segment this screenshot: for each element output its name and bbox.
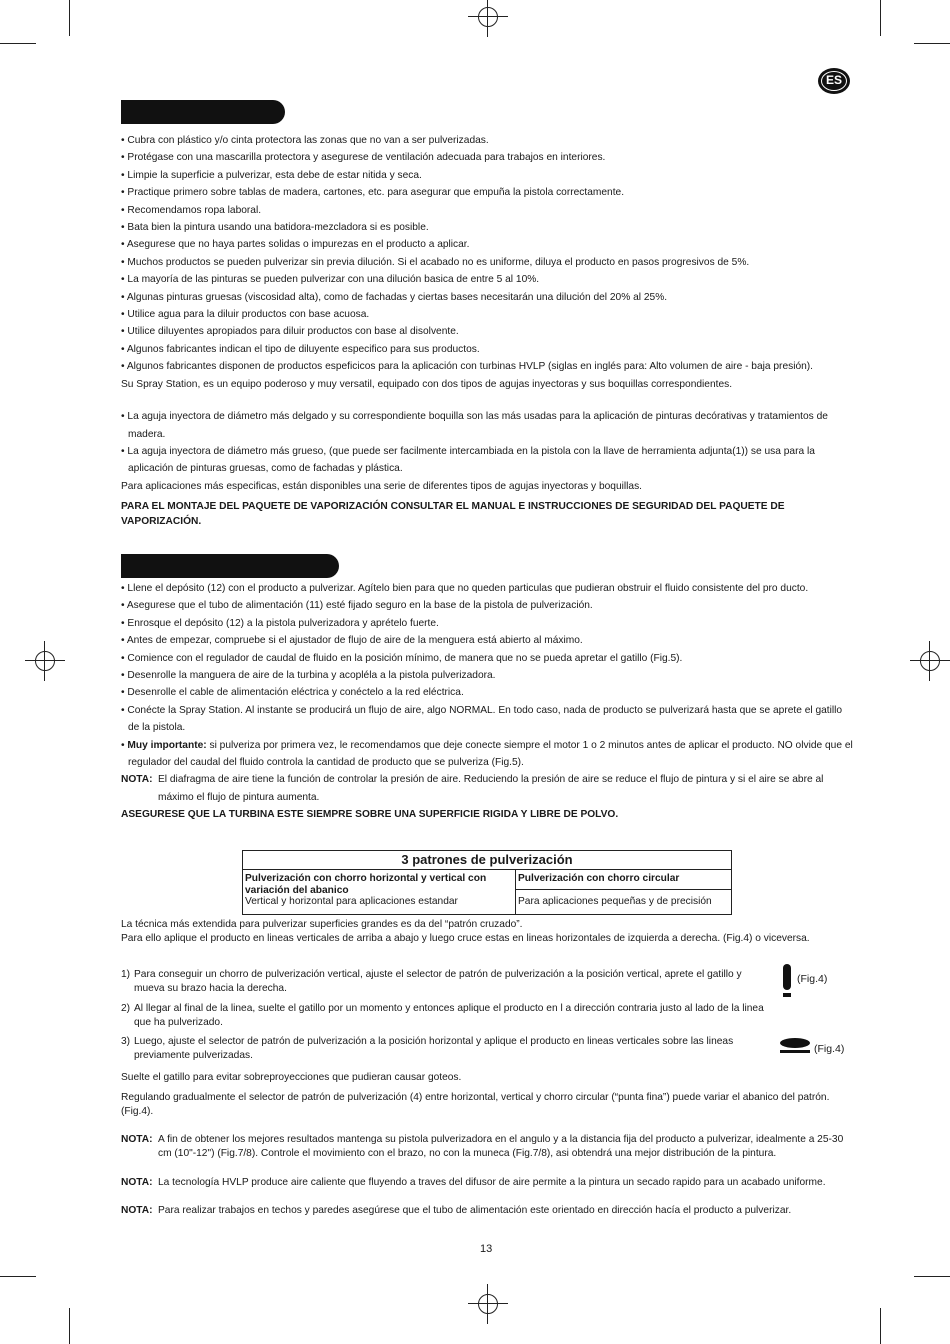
section-header-bar-2 bbox=[121, 554, 339, 578]
list-item: • Conécte la Spray Station. Al instante se producirá un flujo de aire, algo NORMAL. En todo caso, nada de producto se pulverizará hasta que se aprete el gatillo de la pistola. bbox=[121, 702, 856, 737]
list-item: • Algunas pinturas gruesas (viscosidad alta), como de fachadas y ciertas bases necesitarán una dilución del 20% al 25%. bbox=[121, 289, 856, 306]
table-col2-body: Para aplicaciones pequeñas y de precisión bbox=[518, 896, 712, 907]
step-2 bbox=[121, 1002, 781, 1030]
vertical-pattern-icon bbox=[781, 964, 793, 1000]
important-label: Muy importante: bbox=[127, 739, 207, 751]
registration-mark-left bbox=[25, 641, 65, 681]
assembly-note: PARA EL MONTAJE DEL PAQUETE DE VAPORIZACIÓN CONSULTAR EL MANUAL E INSTRUCCIONES DE SEGURIDAD DEL PAQUETE DE VAPORIZACIÓN. bbox=[121, 501, 785, 528]
table-col1-head: Pulverización con chorro horizontal y vertical con variación del abanico bbox=[245, 873, 487, 896]
page-number: 13 bbox=[480, 1243, 493, 1255]
list-item: • Desenrolle el cable de alimentación eléctrica y conéctelo a la red eléctrica. bbox=[121, 684, 856, 701]
registration-mark-top bbox=[468, 0, 508, 37]
section-1-text bbox=[121, 132, 856, 529]
table-col1-body: Vertical y horizontal para aplicaciones estandar bbox=[245, 896, 458, 907]
nota-text: La tecnología HVLP produce aire caliente que fluyendo a traves del difusor de aire permite a la pintura un secado rapido para un acabado uniforme. bbox=[158, 1177, 826, 1188]
paragraph: La técnica más extendida para pulverizar superficies grandes es da del “patrón cruzado”. bbox=[121, 919, 523, 930]
list-item: • Asegurese que no haya partes solidas o impurezas en el producto a aplicar. bbox=[121, 236, 856, 253]
nota-text: El diafragma de aire tiene la función de controlar la presión de aire. Reduciendo la presión de aire se reduce el flujo de pintura y si el aire se abre al máximo el flujo de pintura aumenta. bbox=[158, 774, 824, 803]
paragraph: Suelte el gatillo para evitar sobreproyecciones que pudieran causar goteos. bbox=[121, 1072, 462, 1083]
nota-3 bbox=[121, 1204, 856, 1218]
list-item: • Llene el depósito (12) con el producto a pulverizar. Agítelo bien para que no queden particulas que pudieran obstruir el fluido consistente del pro ducto. bbox=[121, 580, 856, 597]
list-item: • Enrosque el depósito (12) a la pistola pulverizadora y aprételo fuerte. bbox=[121, 615, 856, 632]
list-item: • Recomendamos ropa laboral. bbox=[121, 202, 856, 219]
list-item: • La aguja inyectora de diámetro más grueso, (que puede ser facilmente intercambiada en la pistola con la llave de herramienta adjunta(1)) se usa para la aplicación de pinturas gruesas, como de fachadas y plástica. bbox=[121, 443, 856, 478]
registration-mark-right bbox=[910, 641, 950, 681]
step-3 bbox=[121, 1035, 771, 1063]
horizontal-pattern-icon bbox=[780, 1038, 810, 1053]
paragraph: Para aplicaciones más especificas, están disponibles una serie de diferentes tipos de agujas inyectoras y boquillas. bbox=[121, 480, 642, 492]
list-item: • La aguja inyectora de diámetro más delgado y su correspondiente boquilla son las más usadas para la aplicación de pinturas decórativas y tratamientos de madera. bbox=[121, 408, 856, 443]
language-badge: ES bbox=[818, 68, 850, 94]
nota-text: A fin de obtener los mejores resultados mantenga su pistola pulverizadora en el angulo y a la distancia fija del producto a pulverizar, idealmente a 25-30 cm (10"-12") (Fig.7/8). Controle el movimiento con el brazo, no con la muneca (Fig.7/8), asi obtendrá una mejor distribución de la pintura. bbox=[158, 1134, 844, 1159]
step-text: Para conseguir un chorro de pulverización vertical, ajuste el selector de patrón de pulverización a la posición vertical, aprete el gatillo y mueva su brazo hacia la derecha. bbox=[134, 969, 742, 994]
list-item: • Desenrolle la manguera de aire de la turbina y acopléla a la pistola pulverizadora. bbox=[121, 667, 856, 684]
nota-1 bbox=[121, 1133, 856, 1161]
nota-text: Para realizar trabajos en techos y paredes asegúrese que el tubo de alimentación este orientado en dirección hacía el producto a pulverizar. bbox=[158, 1205, 792, 1216]
step-number: 3) bbox=[121, 1036, 131, 1047]
list-item: • Cubra con plástico y/o cinta protectora las zonas que no van a ser pulverizadas. bbox=[121, 132, 856, 149]
list-item: • Antes de empezar, compruebe si el ajustador de flujo de aire de la menguera está abierto al máximo. bbox=[121, 632, 856, 649]
list-item: • La mayoría de las pinturas se pueden pulverizar con una dilución basica de entre 5 al 10%. bbox=[121, 271, 856, 288]
step-text: Luego, ajuste el selector de patrón de pulverización a la posición horizontal y aplique el producto en lineas verticales sobre las lineas previamente pulverizadas. bbox=[134, 1036, 734, 1061]
step-number: 2) bbox=[121, 1003, 131, 1014]
list-item: • Practique primero sobre tablas de madera, cartones, etc. para asegurar que empuña la pistola correctamente. bbox=[121, 184, 856, 201]
paragraph: Su Spray Station, es un equipo poderoso y muy versatil, equipado con dos tipos de agujas inyectoras y sus boquillas correspondientes. bbox=[121, 378, 733, 390]
list-item: • Limpie la superficie a pulverizar, esta debe de estar nitida y seca. bbox=[121, 167, 856, 184]
fig-label-1: (Fig.4) bbox=[797, 973, 828, 985]
section-header-bar-1 bbox=[121, 100, 285, 124]
step-1 bbox=[121, 968, 771, 996]
list-item: • Comience con el regulador de caudal de fluido en la posición mínimo, de manera que no se pueda apretar el gatillo (Fig.5). bbox=[121, 650, 856, 667]
step-text: Al llegar al final de la linea, suelte el gatillo por un momento y entonces aplique el producto en l a dirección contraria justo al lado de la linea que ha pulverizado. bbox=[134, 1003, 764, 1028]
list-item: • Utilice agua para la diluir productos con base acuosa. bbox=[121, 306, 856, 323]
list-item: • Algunos fabricantes disponen de productos espeficicos para la aplicación con turbinas HVLP (siglas en inglés para: Alto volumen de aire - baja presión). bbox=[121, 358, 856, 375]
nota-2 bbox=[121, 1176, 856, 1190]
fig-label-2: (Fig.4) bbox=[814, 1043, 845, 1055]
nota-label: NOTA: bbox=[121, 1177, 153, 1188]
nota-label: NOTA: bbox=[121, 774, 153, 786]
list-item: • Utilice diluyentes apropiados para diluir productos con base al disolvente. bbox=[121, 323, 856, 340]
list-item: • Algunos fabricantes indican el tipo de diluyente especifico para sus productos. bbox=[121, 341, 856, 358]
step-number: 1) bbox=[121, 969, 131, 980]
list-item: • Protégase con una mascarilla protectora y asegurese de ventilación adecuada para trabajos en interiores. bbox=[121, 149, 856, 166]
turbine-warning: ASEGURESE QUE LA TURBINA ESTE SIEMPRE SOBRE UNA SUPERFICIE RIGIDA Y LIBRE DE POLVO. bbox=[121, 809, 619, 821]
table-title: 3 patrones de pulverización bbox=[243, 851, 731, 870]
table-col2-head: Pulverización con chorro circular bbox=[516, 870, 731, 890]
list-item: • Muchos productos se pueden pulverizar sin previa dilución. Si el acabado no es uniforme, diluya el producto en pasos progresivos de 5%. bbox=[121, 254, 856, 271]
list-item: • Bata bien la pintura usando una batidora-mezcladora si es posible. bbox=[121, 219, 856, 236]
list-item: • Asegurese que el tubo de alimentación (11) esté fijado seguro en la base de la pistola de pulverización. bbox=[121, 597, 856, 614]
important-text: si pulveriza por primera vez, le recomendamos que deje conecte siempre el motor 1 o 2 minutos antes de aplicar el producto. NO olvide que el regulador del caudal del fluido controla la cantidad de producto que se pulveriza (Fig.5). bbox=[128, 739, 853, 769]
registration-mark-bottom bbox=[468, 1284, 508, 1324]
paragraph: Para ello aplique el producto en lineas verticales de arriba a abajo y luego cruce estas en lineas horizontales de izquierda a derecha. (Fig.4) o viceversa. bbox=[121, 933, 810, 944]
section-2-text bbox=[121, 580, 856, 824]
spray-patterns-table bbox=[242, 850, 732, 915]
nota bbox=[121, 771, 856, 806]
list-item-important bbox=[121, 737, 856, 772]
technique-intro bbox=[121, 918, 856, 946]
nota-label: NOTA: bbox=[121, 1205, 153, 1216]
paragraph: Regulando gradualmente el selector de patrón de pulverización (4) entre horizontal, vertical y chorro circular (“punta fina”) puede variar el abanico del patrón. (Fig.4). bbox=[121, 1092, 830, 1117]
nota-label: NOTA: bbox=[121, 1134, 153, 1145]
